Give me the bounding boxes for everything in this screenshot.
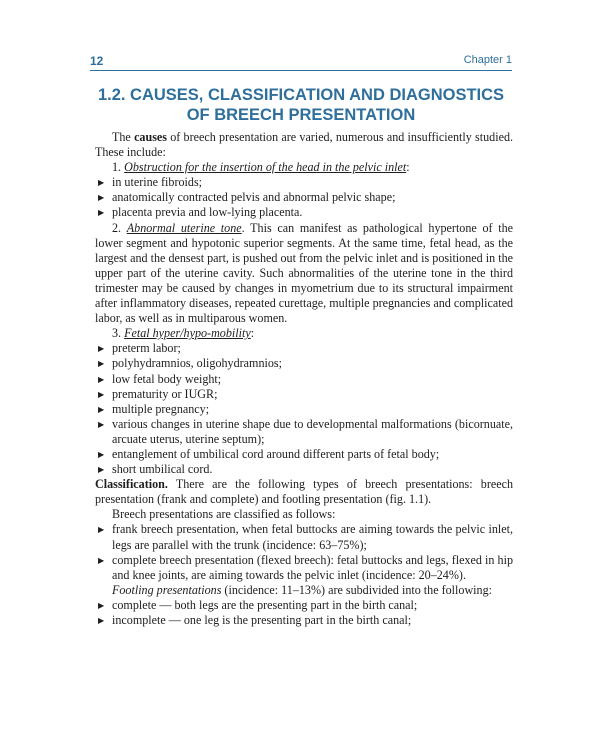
header-rule: [90, 70, 512, 71]
bullet-arrow-icon: ▶: [98, 616, 105, 625]
bullet-arrow-icon: ▶: [98, 389, 105, 399]
bullet-item: ▶ complete breech presentation (flexed breech): fetal buttocks and legs, flexed in hip and knee joints, are aiming towards the pelvic inlet (incidence: 20–24%).: [98, 552, 513, 582]
bullet-arrow-icon: ▶: [98, 193, 105, 203]
bullet-arrow-icon: ▶: [98, 525, 105, 535]
cause-1-heading: 1. Obstruction for the insertion of the head in the pelvic inlet:: [112, 160, 410, 175]
bullet-item: ▶ placenta previa and low-lying placenta.: [98, 205, 303, 220]
bullet-item: ▶ multiple pregnancy;: [98, 401, 210, 416]
footling-paragraph: Footling presentations (incidence: 11–13%) are subdivided into the following:: [112, 582, 492, 597]
cause-3-title: Fetal hyper/hypo-mobility: [124, 326, 251, 341]
footling-term: Footling presentations: [112, 582, 222, 597]
bullet-arrow-icon: ▶: [98, 404, 105, 414]
bullet-item: ▶ incomplete — one leg is the presenting part in the birth canal;: [98, 613, 412, 627]
page-number: 12: [90, 54, 104, 68]
classification-paragraph: Classification. There are the following types of breech presentations: breech presentation (frank and complete) and footling presentation (fig. 1.1).: [95, 477, 513, 507]
running-head: Chapter 1: [463, 54, 512, 66]
bullet-arrow-icon: ▶: [98, 465, 105, 475]
body-text: [95, 130, 513, 628]
heading-line-2: OF BREECH PRESENTATION: [186, 106, 416, 124]
section-heading: [90, 85, 512, 125]
heading-line-1: 1.2. CAUSES, CLASSIFICATION AND DIAGNOSTICS: [97, 86, 505, 104]
bullet-arrow-icon: ▶: [98, 208, 105, 218]
bullet-item: ▶ entanglement of umbilical cord around different parts of fetal body;: [98, 446, 440, 461]
bullet-arrow-icon: ▶: [98, 374, 105, 384]
bullet-item: ▶ in uterine fibroids;: [98, 175, 203, 190]
bullet-item: ▶ frank breech presentation, when fetal buttocks are aiming towards the pelvic inlet, legs are parallel with the trunk (incidence: 63–75%);: [98, 522, 513, 552]
bullet-item: ▶ short umbilical cord.: [98, 462, 213, 477]
bullet-arrow-icon: ▶: [98, 359, 105, 369]
bullet-arrow-icon: ▶: [98, 344, 105, 354]
bullet-arrow-icon: ▶: [98, 600, 105, 610]
classification-subintro: Breech presentations are classified as follows:: [112, 507, 336, 522]
bullet-item: ▶ polyhydramnios, oligohydramnios;: [98, 356, 282, 371]
cause-3-heading: 3. Fetal hyper/hypo-mobility:: [112, 326, 255, 341]
bullet-item: ▶ low fetal body weight;: [98, 371, 222, 386]
intro-paragraph: The causes of breech presentation are varied, numerous and insufficiently studied. These include:: [95, 130, 514, 160]
bullet-arrow-icon: ▶: [98, 178, 105, 188]
cause-1-title: Obstruction for the insertion of the head in the pelvic inlet: [124, 160, 407, 175]
bullet-arrow-icon: ▶: [98, 555, 105, 565]
bullet-item: ▶ preterm labor;: [98, 341, 181, 356]
bullet-item: ▶ complete — both legs are the presenting part in the birth canal;: [98, 597, 418, 612]
cause-2-paragraph: 2. Abnormal uterine tone. This can manifest as pathological hypertone of the lower segment and hypotonic superior segments. At the same time, fetal head, as the largest and the densest part, is pushed out from the pelvic inlet and is positioned in the upper part of the uterine cavity. Such abnormalities of the uterine tone in the third trimester may be caused by changes in myometrium due to its structural impairment after inflammatory diseases, repeated curettage, multiple pregnancies and complicated labor, as well as in multiparous women.: [95, 220, 514, 326]
classification-term: Classification.: [95, 477, 168, 492]
bullet-item: ▶ anatomically contracted pelvis and abnormal pelvic shape;: [98, 190, 396, 205]
bullet-item: ▶ various changes in uterine shape due to developmental malformations (bicornuate, arcuate uterus, uterine septum);: [98, 416, 513, 446]
bullet-arrow-icon: ▶: [98, 419, 105, 429]
bullet-arrow-icon: ▶: [98, 449, 105, 459]
causes-term: causes: [134, 130, 167, 144]
cause-2-title: Abnormal uterine tone: [126, 220, 242, 235]
bullet-item: ▶ prematurity or IUGR;: [98, 386, 218, 401]
